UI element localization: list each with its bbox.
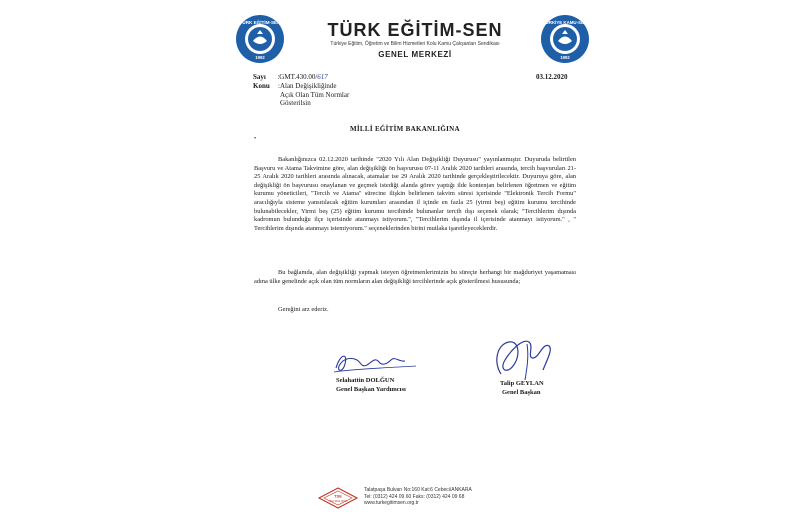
svg-text:TÜRKİYE KAMU-SEN: TÜRKİYE KAMU-SEN [542, 20, 588, 25]
signature-right-image [487, 330, 562, 385]
footer-phone: Tel: (0312) 424 09 60 Faks: (0312) 424 09 68 [364, 493, 465, 500]
konu-value: :Alan Değişikliğinde Açık Olan Tüm Normlar Gösterilsin [278, 82, 350, 107]
signer-right-name: Talip GEYLAN [500, 380, 544, 387]
org-subtitle: Türkiye Eğitim, Öğretim ve Bilim Hizmetleri Kolu Kamu Çalışanları Sendikası [330, 41, 500, 47]
svg-text:ISO 9001:2015: ISO 9001:2015 [329, 500, 347, 503]
paragraph-3: Gereğini arz ederiz. [278, 306, 329, 313]
konu-label: Konu [253, 82, 270, 90]
turk-egitim-sen-logo [235, 14, 285, 64]
svg-text:1992: 1992 [255, 55, 265, 60]
signer-left-name: Selahattin DOLĞUN [336, 377, 395, 384]
svg-text:1992: 1992 [560, 55, 570, 60]
paragraph-2: Bu bağlamda, alan değişikliği yapmak isteyen öğretmenlerimizin bu süreçte herhangi bir mağduriyet yaşamaması adına ülke genelinde açık olan tüm normların alan değişikliği tercihlerinde açık gösterilmesi hususunda; [254, 269, 576, 285]
dot-mark: • [254, 136, 257, 142]
signature-right [500, 379, 544, 397]
org-name: TÜRK EĞİTİM-SEN [327, 20, 503, 40]
footer-address: Talatpaşa Bulvarı No:160 Kat:6 Cebeci/ANKARA [364, 487, 472, 493]
svg-text:TÜRK EĞİTİM-SEN: TÜRK EĞİTİM-SEN [239, 20, 281, 25]
paragraph-1: Bakanlığınızca 02.12.2020 tarihinde "2020 Yılı Alan Değişikliği Duyurusu" yayınlanmıştır. Duyuruda belirtilen Başvuru ve Atama Takvimine göre, alan değişikliği ön başvurusu 07-11 Aralık 2020 tarihleri arasında, tercih başvuruları 21-25 Aralık 2020 tarihleri arasında alınacak, atamalar ise 29 Aralık 2020 tarihinde gerçekleştirilecektir. Duyuruya göre, alan değişikliği ön başvurusu onaylanan ve geçmek istediği alanda görev yaptığı ilde kontenjan belirlenen öğretmen ve eğitim kurumu yöneticileri, "Tercih ve Atama" sürecine ilişkin belirlenen takvim süresi içerisinde "Elektronik Tercih Formu" aracılığıyla sisteme yansıtılacak eğitim kurumları arasından il içinde en fazla 25 (yirmi beş) eğitim kurumu tercihinde bulunabilecekler, Yirmi beş (25) eğitim kurumu tercihinde bulunanlar tercih dışı seçenek olarak; "Tercihlerim dışında kadromun bulunduğu ilçe içerisinde atanmayı istiyorum.", "Tercihlerim dışında il içerisinde atanmayı istiyorum." , " Tercihlerim dışında atanmayı istemiyorum." seçeneklerinden birini mutlaka işaretleyeceklerdir. [254, 156, 576, 232]
konu-row [253, 82, 270, 91]
sayi-value: :GMT.430.00/ [277, 73, 318, 81]
sayi-handwritten: 617 [317, 73, 328, 81]
footer-contact [364, 487, 472, 507]
tse-certification-logo [318, 487, 358, 509]
signer-left-title: Genel Başkan Yardımcısı [336, 386, 406, 393]
letter-date: 03.12.2020 [536, 73, 568, 81]
signer-right-title: Genel Başkan [502, 389, 541, 396]
sayi-label: Sayı [253, 73, 266, 81]
svg-text:TSE: TSE [334, 493, 342, 499]
footer-website[interactable]: www.turkegitimsen.org.tr [364, 500, 419, 507]
signature-left [336, 376, 406, 394]
org-headquarters: GENEL MERKEZİ [378, 50, 452, 59]
turkiye-kamu-sen-logo [540, 14, 590, 64]
signature-left-image [330, 346, 425, 376]
addressee: MİLLİ EĞİTİM BAKANLIĞINA [350, 125, 460, 133]
sayi-row [253, 73, 328, 82]
